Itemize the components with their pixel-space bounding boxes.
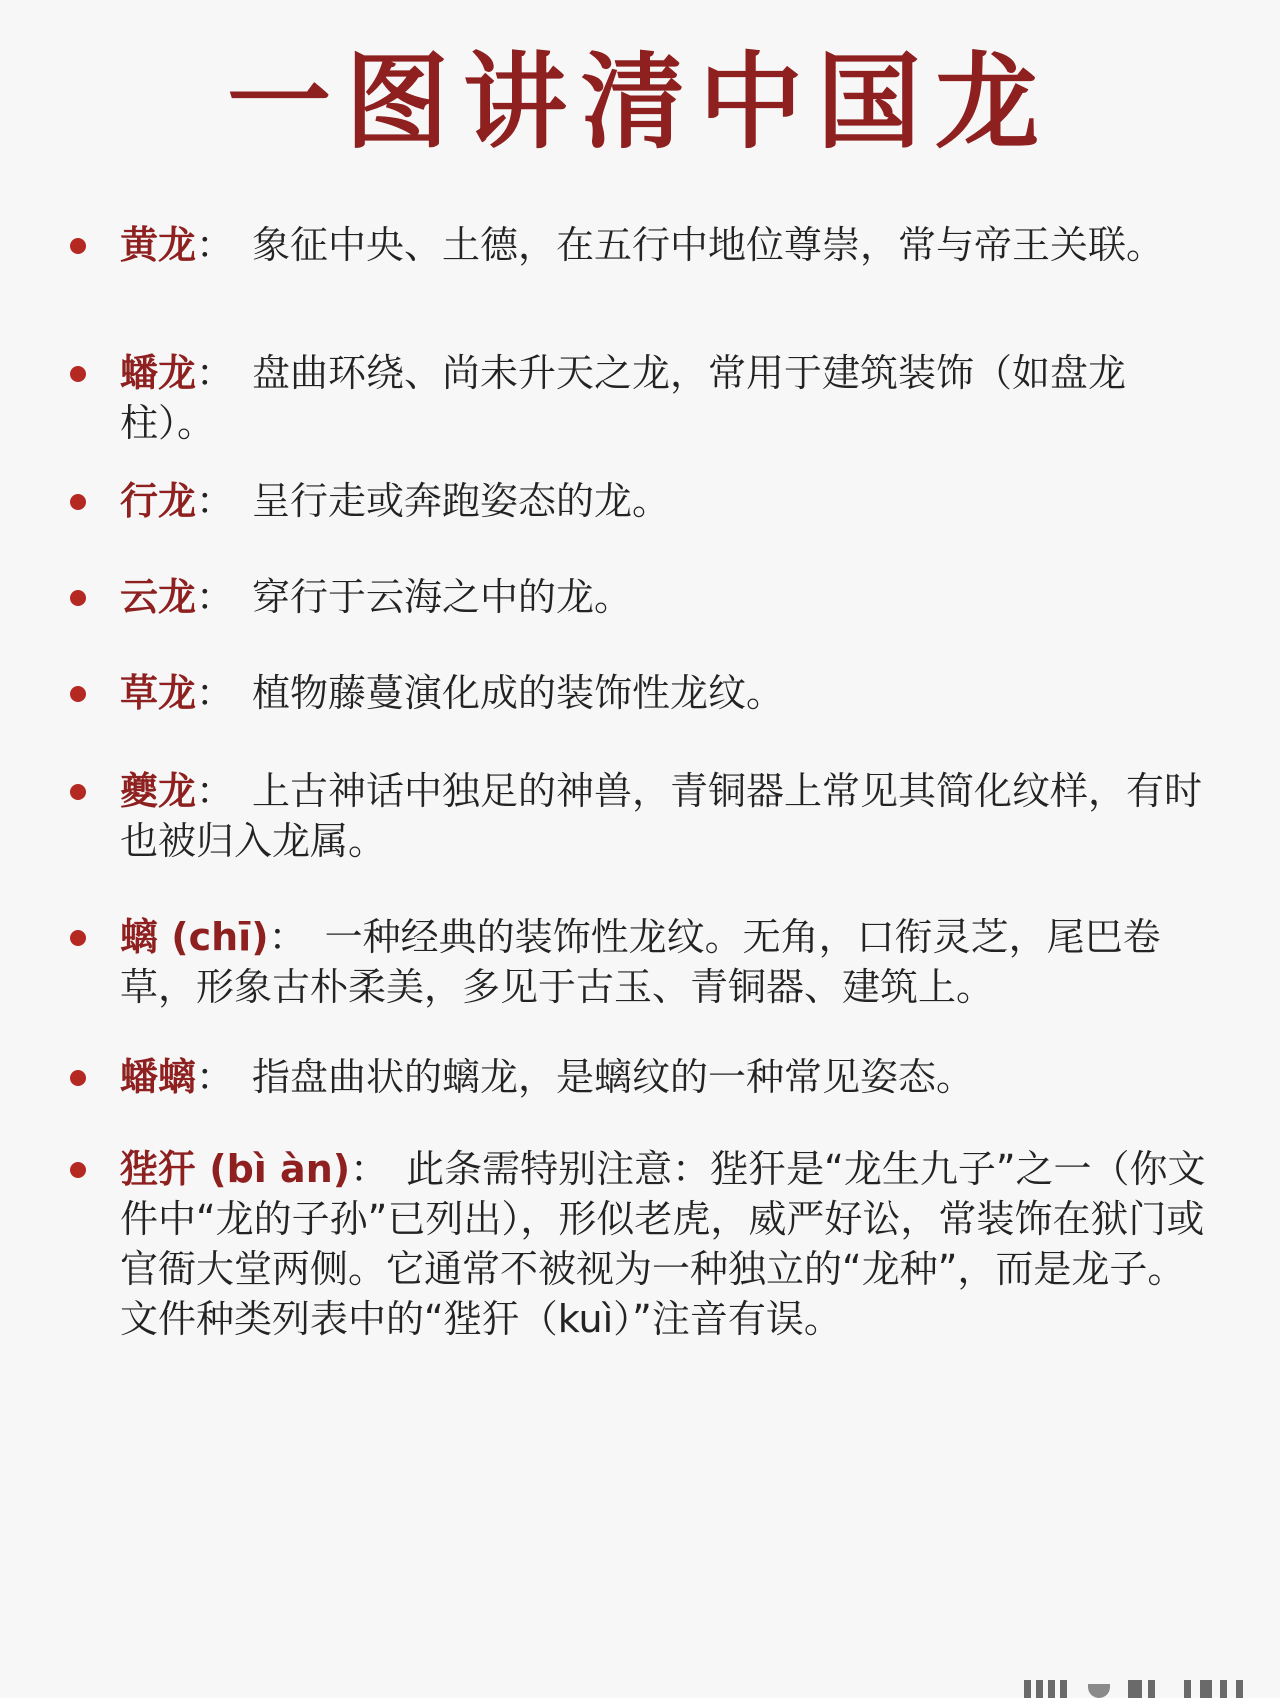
- item-term: 狴犴 (bì àn): [120, 1147, 351, 1191]
- item-colon: ：: [196, 479, 235, 523]
- watermark-bar: [1048, 1680, 1055, 1698]
- watermark-bar: [1200, 1680, 1212, 1698]
- item-colon: ：: [196, 351, 235, 395]
- item-description: 植物藤蔓演化成的装饰性龙纹。: [252, 671, 785, 715]
- item-text: [120, 668, 1220, 718]
- watermark-bar: [1060, 1680, 1067, 1698]
- item-text: [120, 220, 1220, 270]
- item-colon: ：: [350, 1147, 389, 1191]
- item-term: 螭 (chī): [120, 915, 269, 959]
- item-description: 盘曲环绕、尚未升天之龙，常用于建筑装饰（如盘龙柱）。: [120, 351, 1127, 445]
- item-colon: ：: [196, 575, 235, 619]
- page-title: 一图讲清中国龙: [226, 40, 1053, 163]
- item-text: [120, 912, 1220, 1012]
- watermark-logo: [1024, 1676, 1254, 1698]
- watermark-bar: [1128, 1680, 1142, 1698]
- bullet-dot: [70, 494, 86, 510]
- bullet-dot: [70, 238, 86, 254]
- bullet-dot: [70, 784, 86, 800]
- item-text: [120, 572, 1220, 622]
- item-term: 蟠螭: [120, 1055, 197, 1099]
- bullet-dot: [70, 686, 86, 702]
- item-text: [120, 1052, 1220, 1102]
- item-description: 此条需特别注意：狴犴是“龙生九子”之一（你文件中“龙的子孙”已列出），形似老虎，威严好讼，常装饰在狱门或官衙大堂两侧。它通常不被视为一种独立的“龙种”，而是龙子。文件种类列表中的“狴犴（kuì）”注音有误。: [120, 1147, 1206, 1341]
- item-description: 呈行走或奔跑姿态的龙。: [252, 479, 671, 523]
- item-colon: ：: [196, 769, 235, 813]
- watermark-bar: [1036, 1680, 1043, 1698]
- item-term: 云龙: [120, 575, 197, 619]
- watermark-bar: [1184, 1680, 1191, 1698]
- bullet-dot: [70, 930, 86, 946]
- item-colon: ：: [196, 671, 235, 715]
- bullet-dot: [70, 1070, 86, 1086]
- item-text: [120, 766, 1220, 866]
- item-description: 一种经典的装饰性龙纹。无角，口衔灵芝，尾巴卷草，形象古朴柔美，多见于古玉、青铜器、建筑上。: [120, 915, 1161, 1009]
- item-colon: ：: [196, 1055, 235, 1099]
- item-text: [120, 1144, 1220, 1344]
- item-description: 穿行于云海之中的龙。: [252, 575, 633, 619]
- item-description: 象征中央、土德，在五行中地位尊崇，常与帝王关联。: [252, 223, 1165, 267]
- item-term: 蟠龙: [120, 351, 197, 395]
- item-text: [120, 476, 1220, 526]
- item-term: 草龙: [120, 671, 197, 715]
- watermark-bar: [1220, 1680, 1227, 1698]
- bullet-dot: [70, 366, 86, 382]
- item-description: 指盘曲状的螭龙，是螭纹的一种常见姿态。: [252, 1055, 975, 1099]
- item-text: [120, 348, 1220, 448]
- bullet-dot: [70, 590, 86, 606]
- watermark-bar: [1024, 1680, 1031, 1698]
- bullet-dot: [70, 1162, 86, 1178]
- watermark-bar: [1148, 1680, 1155, 1698]
- watermark-bar: [1236, 1680, 1243, 1698]
- item-term: 行龙: [120, 479, 197, 523]
- item-description: 上古神话中独足的神兽，青铜器上常见其简化纹样，有时也被归入龙属。: [120, 769, 1203, 863]
- item-colon: ：: [196, 223, 235, 267]
- watermark-bar: [1088, 1684, 1110, 1698]
- item-colon: ：: [268, 915, 307, 959]
- item-term: 黄龙: [120, 223, 197, 267]
- item-term: 夔龙: [120, 769, 197, 813]
